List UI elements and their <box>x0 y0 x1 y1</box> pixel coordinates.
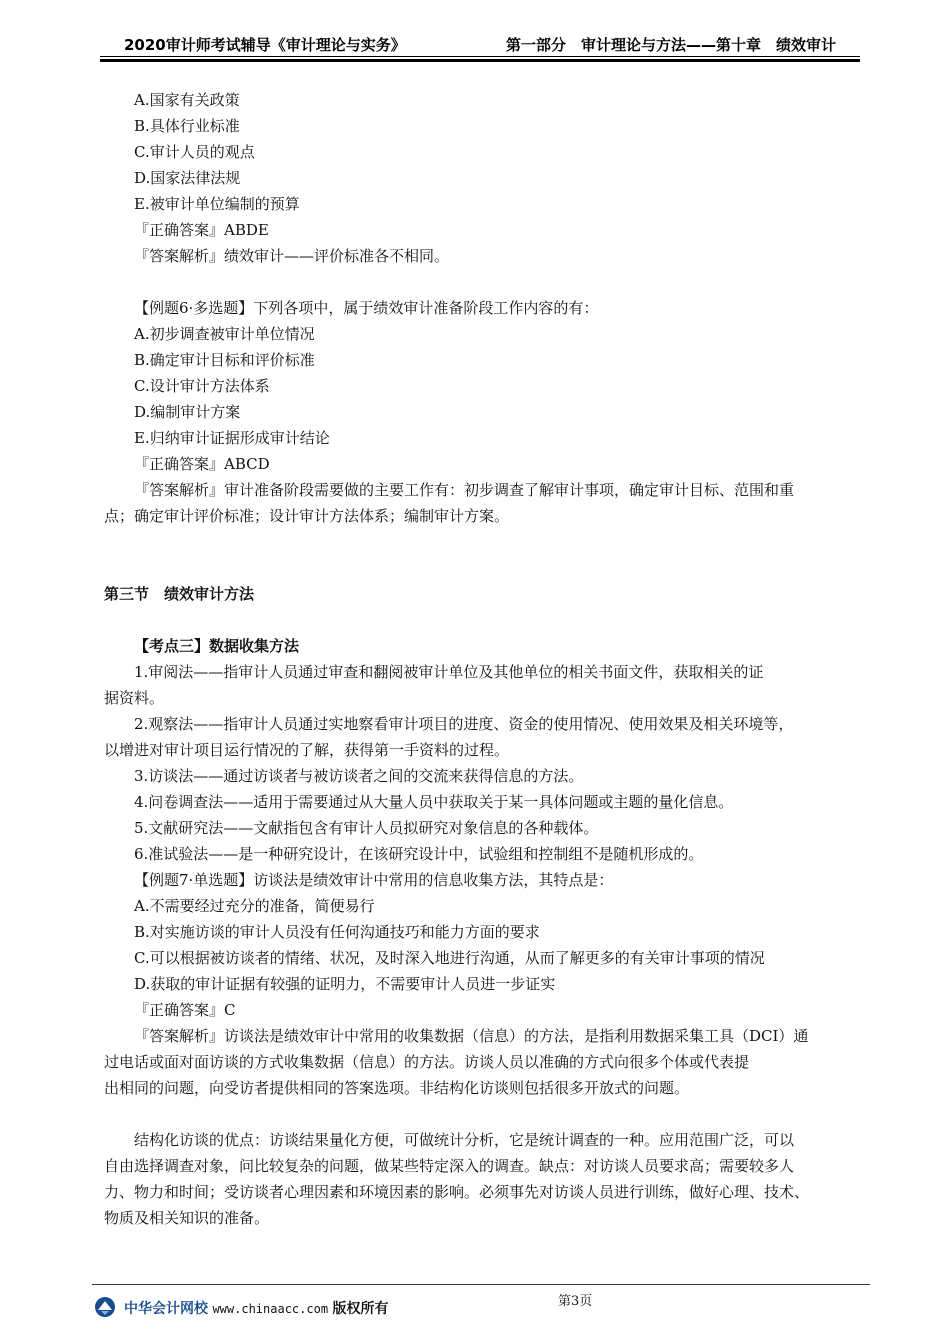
structured-line-3: 力、物力和时间；受访谈者心理因素和环境因素的影响。必须事先对访谈人员进行训练，做好心理、技术、 <box>104 1183 810 1201</box>
method-6: 6.准试验法——是一种研究设计，在该研究设计中，试验组和控制组不是随机形成的。 <box>134 845 704 863</box>
q5-option-b: B.具体行业标准 <box>134 117 240 135</box>
method-2-line-2: 以增进对审计项目运行情况的了解，获得第一手资料的过程。 <box>104 741 510 759</box>
header-course-title: 2020审计师考试辅导《审计理论与实务》 <box>124 36 406 54</box>
q5-option-c: C.审计人员的观点 <box>134 143 255 161</box>
q6-answer: 『正确答案』ABCD <box>134 455 270 473</box>
q5-option-a: A.国家有关政策 <box>134 91 240 109</box>
footer-brand: 中华会计网校 <box>124 1301 208 1317</box>
chinaacc-logo-icon <box>94 1296 116 1318</box>
q6-option-b: B.确定审计目标和评价标准 <box>134 351 315 369</box>
q7-answer: 『正确答案』C <box>134 1001 236 1019</box>
structured-line-4: 物质及相关知识的准备。 <box>104 1209 270 1227</box>
q6-analysis-line-2: 点；确定审计评价标准；设计审计方法体系；编制审计方案。 <box>104 507 510 525</box>
structured-line-1: 结构化访谈的优点：访谈结果量化方便，可做统计分析，它是统计调查的一种。应用范围广泛，可以 <box>134 1131 795 1149</box>
header-rule <box>100 56 860 62</box>
q7-stem: 【例题7·单选题】访谈法是绩效审计中常用的信息收集方法，其特点是： <box>134 871 614 889</box>
page-number: 第3页 <box>558 1294 593 1309</box>
footer-branding <box>124 1298 389 1318</box>
footer-rule <box>92 1284 870 1285</box>
q7-analysis-line-1: 『答案解析』访谈法是绩效审计中常用的收集数据（信息）的方法，是指利用数据采集工具（DCI）通 <box>134 1027 809 1045</box>
footer-url[interactable]: www.chinaacc.com <box>212 1302 329 1316</box>
point-title: 【考点三】数据收集方法 <box>134 637 300 655</box>
q7-option-a: A.不需要经过充分的准备，简便易行 <box>134 897 375 915</box>
q7-option-d: D.获取的审计证据有较强的证明力，不需要审计人员进一步证实 <box>134 975 556 993</box>
section-title: 第三节 绩效审计方法 <box>104 585 255 603</box>
q7-option-b: B.对实施访谈的审计人员没有任何沟通技巧和能力方面的要求 <box>134 923 540 941</box>
q7-option-c: C.可以根据被访谈者的情绪、状况，及时深入地进行沟通，从而了解更多的有关审计事项的情况 <box>134 949 765 967</box>
footer-rights: 版权所有 <box>332 1301 389 1317</box>
q6-option-e: E.归纳审计证据形成审计结论 <box>134 429 330 447</box>
method-5: 5.文献研究法——文献指包含有审计人员拟研究对象信息的各种载体。 <box>134 819 599 837</box>
q5-option-e: E.被审计单位编制的预算 <box>134 195 300 213</box>
q6-option-a: A.初步调查被审计单位情况 <box>134 325 315 343</box>
method-4: 4.问卷调查法——适用于需要通过从大量人员中获取关于某一具体问题或主题的量化信息。 <box>134 793 734 811</box>
q6-stem: 【例题6·多选题】下列各项中，属于绩效审计准备阶段工作内容的有： <box>134 299 599 317</box>
method-2-line-1: 2.观察法——指审计人员通过实地察看审计项目的进度、资金的使用情况、使用效果及相关环境等， <box>134 715 794 733</box>
q6-analysis-line-1: 『答案解析』审计准备阶段需要做的主要工作有：初步调查了解审计事项，确定审计目标、范围和重 <box>134 481 795 499</box>
method-3: 3.访谈法——通过访谈者与被访谈者之间的交流来获得信息的方法。 <box>134 767 584 785</box>
q6-option-c: C.设计审计方法体系 <box>134 377 270 395</box>
header-chapter-title: 第一部分 审计理论与方法——第十章 绩效审计 <box>505 36 836 54</box>
q7-analysis-line-2: 过电话或面对面访谈的方式收集数据（信息）的方法。访谈人员以准确的方式向很多个体或代表提 <box>104 1053 750 1071</box>
method-1-line-1: 1.审阅法——指审计人员通过审查和翻阅被审计单位及其他单位的相关书面文件，获取相关的证 <box>134 663 764 681</box>
q6-option-d: D.编制审计方案 <box>134 403 241 421</box>
page-header <box>100 30 860 56</box>
q5-option-d: D.国家法律法规 <box>134 169 241 187</box>
q5-answer: 『正确答案』ABDE <box>134 221 269 239</box>
method-1-line-2: 据资料。 <box>104 689 165 707</box>
structured-line-2: 自由选择调查对象，问比较复杂的问题，做某些特定深入的调查。缺点：对访谈人员要求高；需要较多人 <box>104 1157 795 1175</box>
q7-analysis-line-3: 出相同的问题，向受访者提供相同的答案选项。非结构化访谈则包括很多开放式的问题。 <box>104 1079 690 1097</box>
q5-analysis: 『答案解析』绩效审计——评价标准各不相同。 <box>134 247 450 265</box>
